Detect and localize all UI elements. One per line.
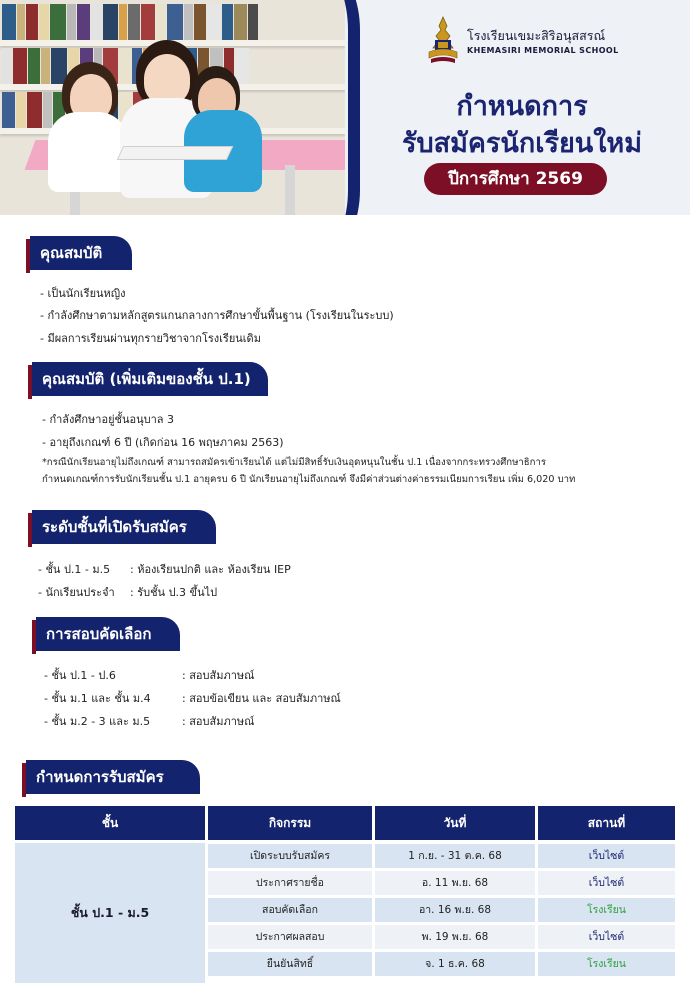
- column-header-place: สถานที่: [538, 806, 675, 840]
- academic-year-badge: ปีการศึกษา 2569: [424, 163, 607, 195]
- place-cell: เว็บไซต์: [538, 871, 675, 895]
- selection-heading: การสอบคัดเลือก: [36, 617, 180, 651]
- date-cell: 1 ก.ย. - 31 ต.ค. 68: [375, 844, 535, 868]
- school-crest-icon: [426, 16, 460, 66]
- grade-cell: ชั้น ป.1 - ม.5: [15, 843, 205, 983]
- activity-cell: สอบคัดเลือก: [208, 898, 372, 922]
- selection-row-value: : สอบสัมภาษณ์: [182, 669, 255, 682]
- qualification-item: - เป็นนักเรียนหญิง: [40, 287, 126, 300]
- schedule-heading: กำหนดการรับสมัคร: [26, 760, 200, 794]
- levels-heading: ระดับชั้นที่เปิดรับสมัคร: [32, 510, 216, 544]
- date-cell: พ. 19 พ.ย. 68: [375, 925, 535, 949]
- selection-row: [44, 712, 404, 730]
- page-title-line1: กำหนดการ: [456, 91, 588, 122]
- column-header-activity: กิจกรรม: [208, 806, 372, 840]
- column-header-date: วันที่: [375, 806, 535, 840]
- activity-cell: ประกาศผลสอบ: [208, 925, 372, 949]
- p1-qualification-item: - อายุถึงเกณฑ์ 6 ปี (เกิดก่อน 16 พฤษภาคม 2563): [42, 436, 284, 449]
- page-title-line2: รับสมัครนักเรียนใหม่: [401, 128, 643, 159]
- activity-cell: เปิดระบบรับสมัคร: [208, 844, 372, 868]
- date-cell: อ. 11 พ.ย. 68: [375, 871, 535, 895]
- qualifications-heading: คุณสมบัติ: [30, 236, 132, 270]
- school-name-th: โรงเรียนเขมะสิริอนุสสรณ์: [467, 28, 606, 43]
- place-cell: เว็บไซต์: [538, 844, 675, 868]
- date-cell: อา. 16 พ.ย. 68: [375, 898, 535, 922]
- selection-row-value: : สอบสัมภาษณ์: [182, 715, 255, 728]
- column-header-grade: ชั้น: [15, 806, 205, 840]
- selection-row-label: - ชั้น ป.1 - ป.6: [44, 669, 116, 682]
- place-cell: เว็บไซต์: [538, 925, 675, 949]
- activity-cell: ยืนยันสิทธิ์: [208, 952, 372, 976]
- p1-age-note-line2: กำหนดเกณฑ์การรับนักเรียนชั้น ป.1 อายุครบ 6 ปี นักเรียนอายุไม่ถึงเกณฑ์ จึงมีค่าส่วนต่างค่าธรรมเนียมการเรียน เพิ่ม 6,020 บาท: [42, 474, 576, 485]
- qualification-item: - กำลังศึกษาตามหลักสูตรแกนกลางการศึกษาขั้นพื้นฐาน (โรงเรียนในระบบ): [40, 309, 394, 322]
- level-row-label: - ชั้น ป.1 - ม.5: [38, 563, 111, 576]
- selection-row-label: - ชั้น ม.1 และ ชั้น ม.4: [44, 692, 151, 705]
- selection-row-label: - ชั้น ม.2 - 3 และ ม.5: [44, 715, 151, 728]
- place-cell: โรงเรียน: [538, 898, 675, 922]
- selection-row: [44, 689, 404, 707]
- header-banner: [0, 0, 690, 215]
- p1-age-note-line1: *กรณีนักเรียนอายุไม่ถึงเกณฑ์ สามารถสมัครเข้าเรียนได้ แต่ไม่มีสิทธิ์รับเงินอุดหนุนในชั้น ป.1 เนื่องจากกระทรวงศึกษาธิการ: [42, 457, 547, 468]
- qualification-item: - มีผลการเรียนผ่านทุกรายวิชาจากโรงเรียนเดิม: [40, 332, 261, 345]
- place-cell: โรงเรียน: [538, 952, 675, 976]
- level-row-value: : รับชั้น ป.3 ขึ้นไป: [130, 586, 218, 599]
- activity-cell: ประกาศรายชื่อ: [208, 871, 372, 895]
- date-cell: จ. 1 ธ.ค. 68: [375, 952, 535, 976]
- selection-row-value: : สอบข้อเขียน และ สอบสัมภาษณ์: [182, 692, 341, 705]
- decorative-arc: [250, 0, 360, 215]
- level-row: [38, 560, 368, 578]
- level-row-value: : ห้องเรียนปกติ และ ห้องเรียน IEP: [130, 563, 291, 576]
- level-row: [38, 583, 368, 601]
- school-name-en: KHEMASIRI MEMORIAL SCHOOL: [467, 46, 619, 55]
- selection-row: [44, 666, 404, 684]
- p1-qualification-item: - กำลังศึกษาอยู่ชั้นอนุบาล 3: [42, 413, 175, 426]
- p1-qualifications-heading: คุณสมบัติ (เพิ่มเติมของชั้น ป.1): [32, 362, 268, 396]
- level-row-label: - นักเรียนประจำ: [38, 586, 115, 599]
